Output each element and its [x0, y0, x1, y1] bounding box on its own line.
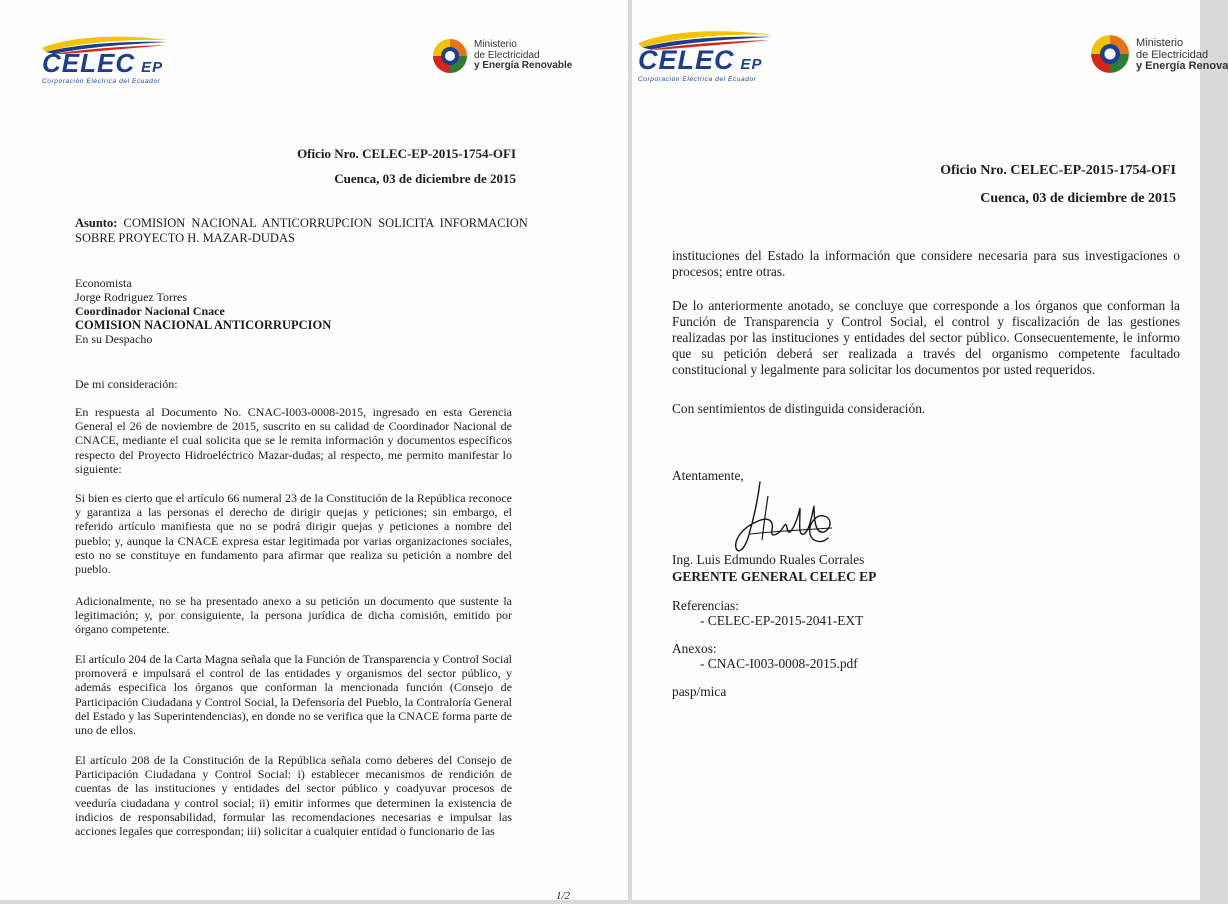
- closing: Atentamente,: [672, 468, 744, 483]
- recipient-title: Economista: [75, 276, 132, 290]
- ministry-logo: [432, 38, 572, 78]
- letter-date: Cuenca, 03 de diciembre de 2015: [980, 191, 1176, 206]
- recipient-location: En su Despacho: [75, 332, 153, 346]
- paragraph-4: El artículo 204 de la Carta Magna señala que la Función de Transparencia y Control Social promoverá e impulsará el control de las entidades y organismos del sector público, y además especifica los órganos que conforman la mencionada función (Consejo de Participación Ciudadana y Control Social, la Defensoría del Pueblo, la Contraloría General del Estado y las Superintendencias), en donde no se verifica que la CNACE forma parte de uno de ellos.: [75, 652, 512, 738]
- page-number: 1/2: [556, 890, 571, 902]
- paragraph-continued: instituciones del Estado la información que considere necesaria para sus investigaciones o procesos; entre otras.: [672, 248, 1180, 279]
- subject-line-2: SOBRE PROYECTO H. MAZAR-DUDAS: [75, 231, 295, 245]
- ministry-name: Ministerio de Electricidad y Energía Renova: [1136, 37, 1228, 72]
- letter-page-2: [632, 0, 1228, 900]
- references-label: Referencias:: [672, 598, 739, 613]
- subject-line: Asunto: COMISION NACIONAL ANTICORRUPCION SOLICITA INFORMACION: [75, 216, 528, 230]
- celec-wordmark: CELEC EP: [638, 45, 763, 75]
- ministry-name: Ministerio de Electricidad y Energía Renovable: [474, 39, 573, 71]
- signature-image: [728, 478, 838, 558]
- oficio-number: Oficio Nro. CELEC-EP-2015-1754-OFI: [297, 146, 516, 161]
- greeting: De mi consideración:: [75, 377, 178, 391]
- paragraph-1: En respuesta al Documento No. CNAC-I003-0008-2015, ingresado en esta Gerencia General el 26 de noviembre de 2015, suscrito en su calidad de Coordinador Nacional de CNACE, mediante el cual solicita que se le remita información y documentos específicos respecto del Proyecto Hidroeléctrico Mazar-dudas; al respecto, me permito manifestar lo siguiente:: [75, 405, 512, 476]
- oficio-number: Oficio Nro. CELEC-EP-2015-1754-OFI: [940, 163, 1176, 178]
- paragraph-2: Si bien es cierto que el artículo 66 numeral 23 de la Constitución de la República reconoce y garantiza a las personas el derecho de dirigir quejas y peticiones; sin embargo, el referido artículo manifiesta que no se podrá dirigir quejas y peticiones a nombre del pueblo; y, aunque la CNACE expresa estar legitimada por varias organizaciones sociales, esto no se constituye en fundamento para afirmar que realiza su petición a nombre del pueblo.: [75, 491, 512, 577]
- paragraph-conclusion: De lo anteriormente anotado, se concluye que corresponde a los órganos que conforman la Función de Transparencia y Control Social, el control y fiscalización de las gestiones realizadas por las instituciones y entidades del sector público. Consecuentemente, le informo que su petición deberá ser realizada a través del organismo competente facultado constitucional y legalmente para solicitar los documentos por usted requeridos.: [672, 298, 1180, 377]
- initials: pasp/mica: [672, 684, 727, 699]
- celec-tagline: Corporación Eléctrica del Ecuador: [42, 78, 161, 85]
- recipient-name: Jorge Rodriguez Torres: [75, 290, 188, 304]
- recipient-role: Coordinador Nacional Cnace: [75, 304, 225, 318]
- letter-date: Cuenca, 03 de diciembre de 2015: [334, 171, 516, 186]
- signer-name: Ing. Luis Edmundo Ruales Corrales: [672, 552, 865, 567]
- ministry-logo: [1090, 34, 1228, 78]
- attachments-label: Anexos:: [672, 641, 717, 656]
- celec-logo: [636, 28, 776, 84]
- paragraph-farewell: Con sentimientos de distinguida consideración.: [672, 401, 926, 416]
- celec-logo: [40, 34, 170, 86]
- recipient-organization: COMISION NACIONAL ANTICORRUPCION: [75, 318, 332, 332]
- paragraph-5: El artículo 208 de la Constitución de la República señala como deberes del Consejo de Participación Ciudadana y Control Social: i) establecer mecanismos de rendición de cuentas de las instituciones y entidades del sector público y coadyuvar procesos de veeduría ciudadana y control social; ii) emitir informes que determinen la existencia de indicios de responsabilidad, formular las recomendaciones necesarias e impulsar las acciones legales que correspondan; iii) solicitar a cualquier entidad o funcionario de las: [75, 753, 512, 839]
- ministry-sun-icon: [432, 38, 468, 74]
- paragraph-3: Adicionalmente, no se ha presentado anexo a su petición un documento que sustente la legitimación; y, por consiguiente, la persona jurídica de dicha comisión, emitido por órgano competente.: [75, 594, 512, 637]
- ministry-sun-icon: [1090, 34, 1130, 74]
- celec-tagline: Corporación Eléctrica del Ecuador: [638, 76, 757, 83]
- references-item: - CELEC-EP-2015-2041-EXT: [700, 613, 864, 628]
- celec-wordmark: CELEC EP: [42, 48, 164, 78]
- attachments-item: - CNAC-I003-0008-2015.pdf: [700, 656, 858, 671]
- signer-title: GERENTE GENERAL CELEC EP: [672, 569, 877, 584]
